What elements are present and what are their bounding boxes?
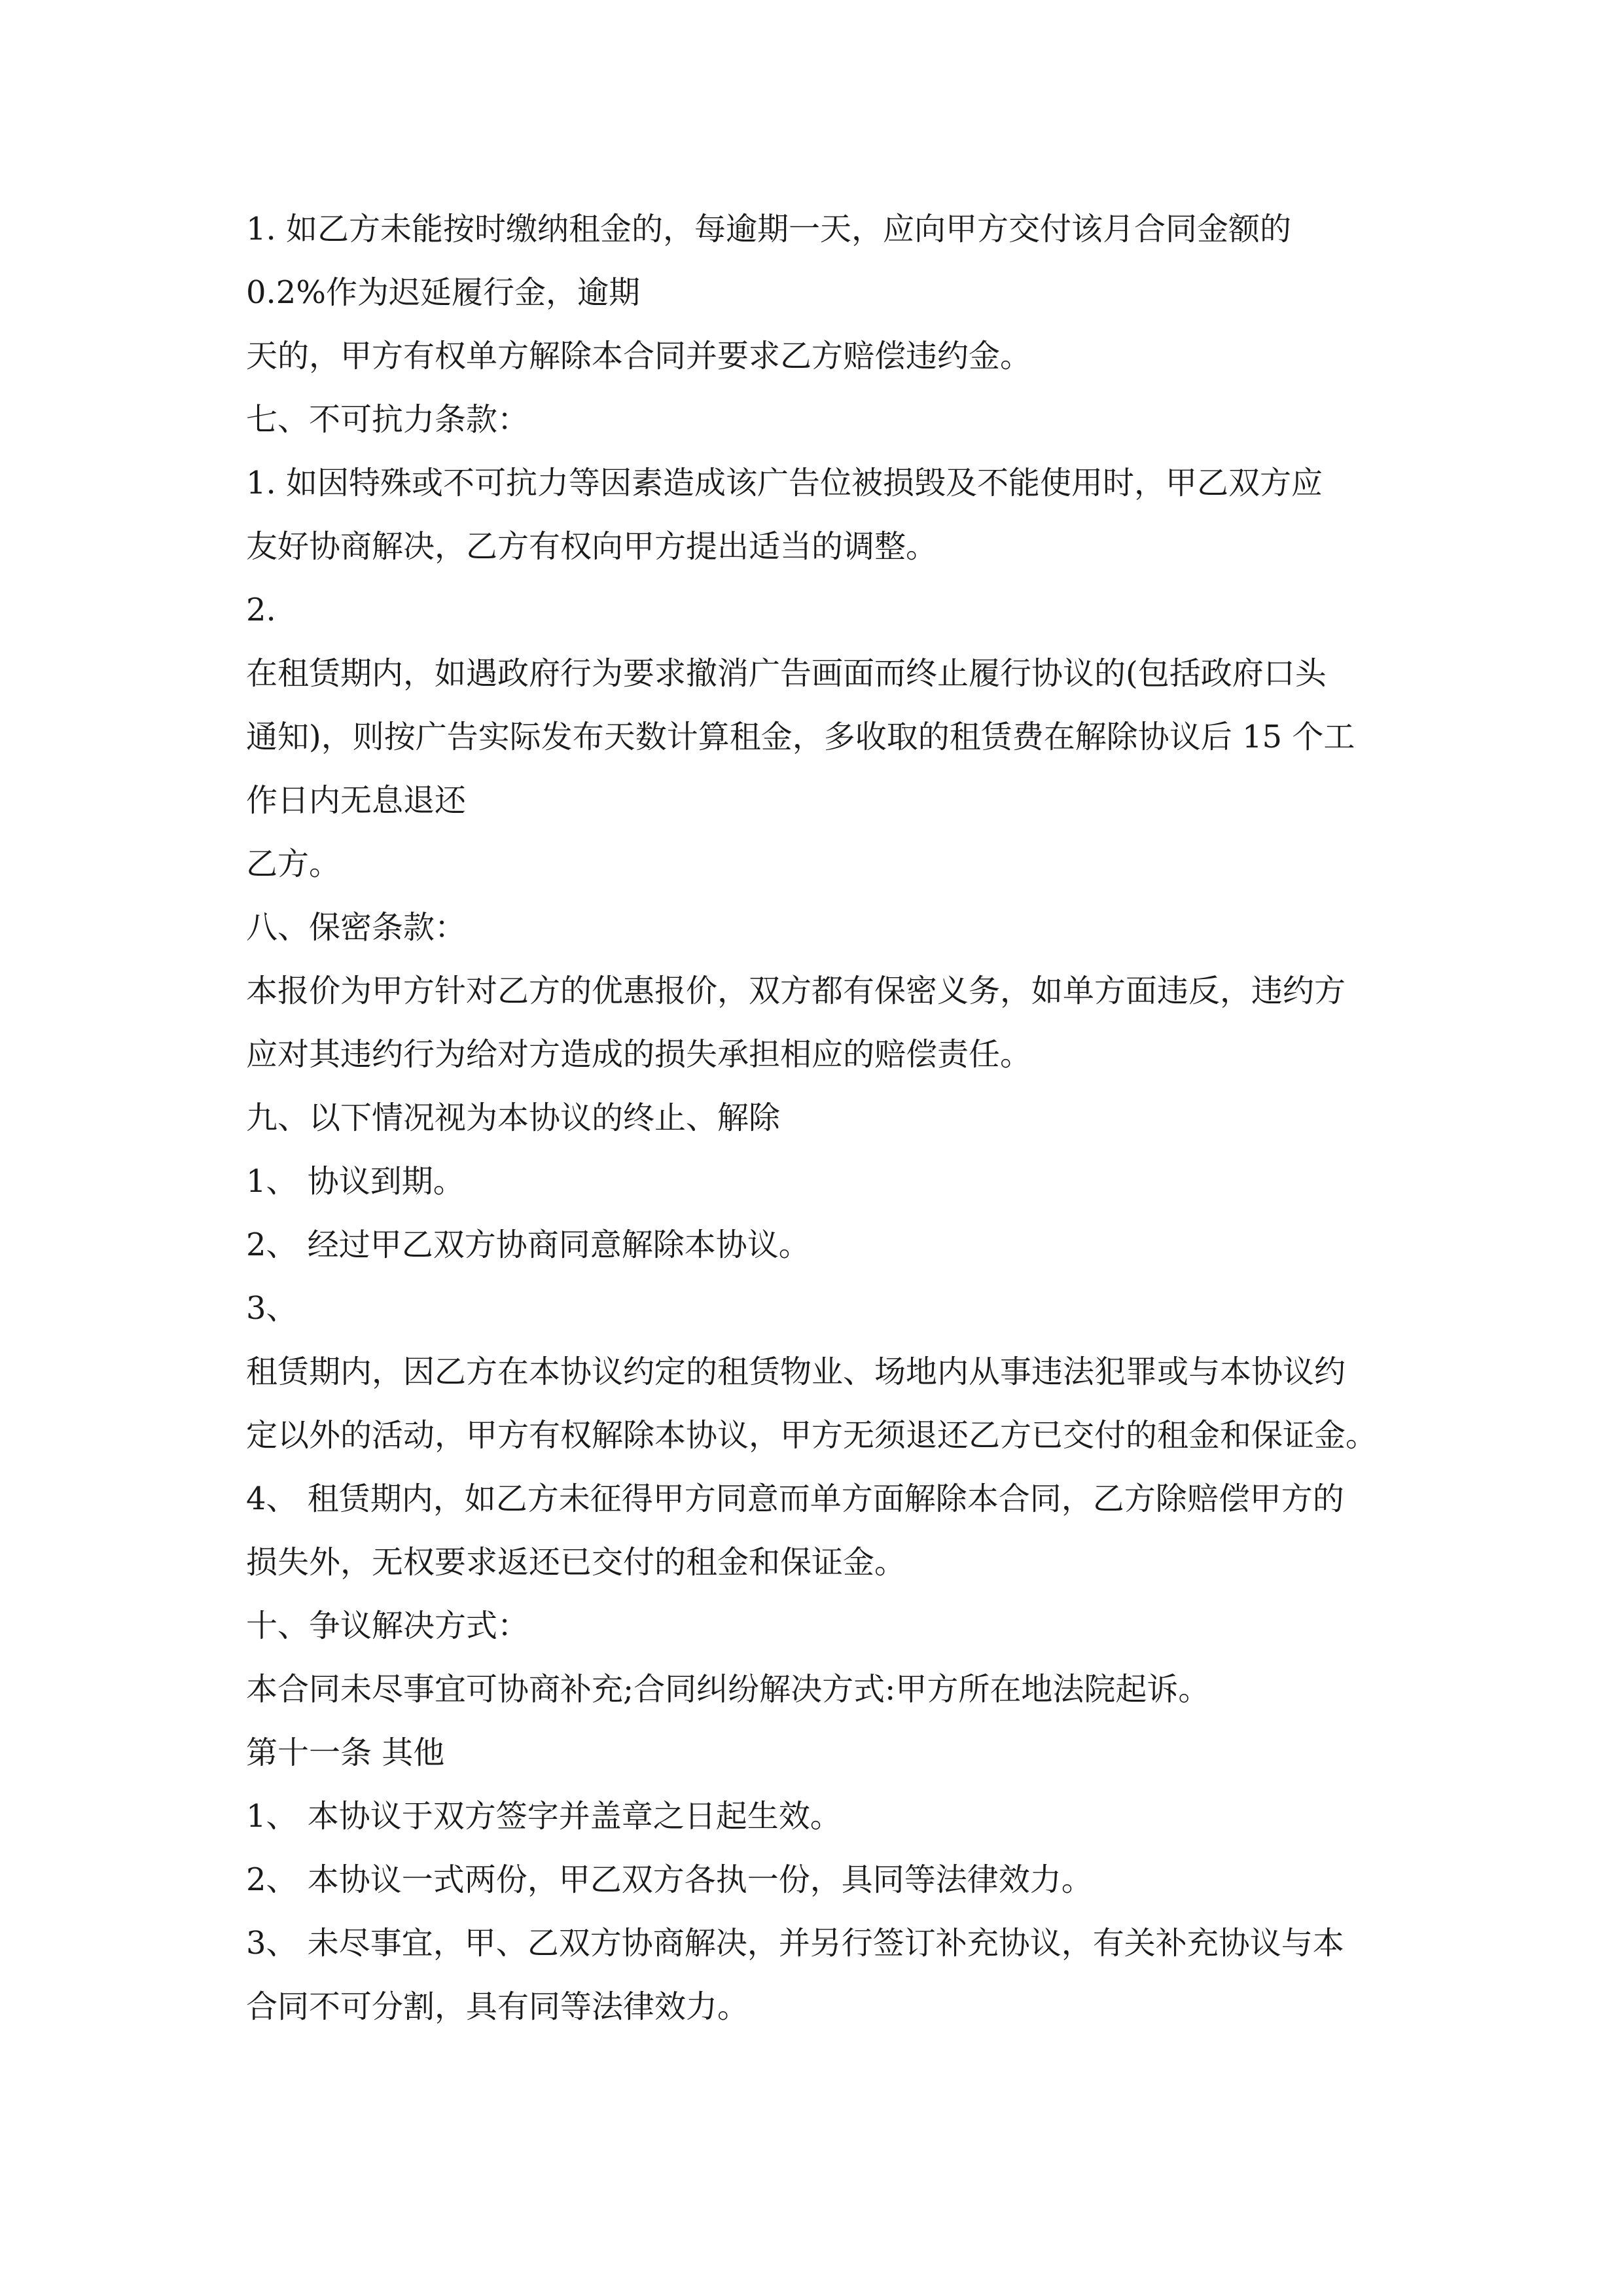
clause-7-2-line-1: 在租赁期内，如遇政府行为要求撤消广告画面而终止履行协议的(包括政府口头 [246, 655, 1327, 692]
clause-7-2-line-3: 作日内无息退还 [246, 782, 467, 819]
section-8-line-1: 本报价为甲方针对乙方的优惠报价，双方都有保密义务，如单方面违反，违约方 [246, 973, 1346, 1009]
clause-11-3-line-1: 3、 未尽事宜，甲、乙双方协商解决，并另行签订补充协议，有关补充协议与本 [246, 1925, 1344, 1962]
clause-7-2-line-4: 乙方。 [246, 846, 341, 882]
clause-6-1-line-3: 天的，甲方有权单方解除本合同并要求乙方赔偿违约金。 [246, 338, 1032, 374]
clause-7-1-line-2: 友好协商解决，乙方有权向甲方提出适当的调整。 [246, 528, 938, 565]
section-10-line-1: 本合同未尽事宜可协商补充;合同纠纷解决方式:甲方所在地法院起诉。 [246, 1671, 1210, 1708]
section-10-heading: 十、争议解决方式： [246, 1607, 529, 1644]
clause-9-3-number: 3、 [246, 1290, 298, 1327]
clause-11-3-line-2: 合同不可分割，具有同等法律效力。 [246, 1988, 749, 2025]
clause-9-3-line-2: 定以外的活动，甲方有权解除本协议，甲方无须退还乙方已交付的租金和保证金。 [246, 1417, 1378, 1454]
section-8-line-2: 应对其违约行为给对方造成的损失承担相应的赔偿责任。 [246, 1036, 1032, 1073]
clause-11-2: 2、 本协议一式两份，甲乙双方各执一份，具同等法律效力。 [246, 1861, 1093, 1898]
clause-11-1: 1、 本协议于双方签字并盖章之日起生效。 [246, 1798, 842, 1835]
section-7-heading: 七、不可抗力条款： [246, 401, 529, 438]
clause-9-4-line-1: 4、 租赁期内，如乙方未征得甲方同意而单方面解除本合同，乙方除赔偿甲方的 [246, 1480, 1344, 1517]
clause-9-4-line-2: 损失外，无权要求返还已交付的租金和保证金。 [246, 1544, 906, 1581]
section-9-heading: 九、以下情况视为本协议的终止、解除 [246, 1100, 781, 1136]
clause-9-2: 2、 经过甲乙双方协商同意解除本协议。 [246, 1227, 810, 1263]
clause-7-1-line-1: 1. 如因特殊或不可抗力等因素造成该广告位被损毁及不能使用时，甲乙双方应 [246, 465, 1323, 501]
clause-7-2-number: 2. [246, 592, 276, 628]
section-8-heading: 八、保密条款： [246, 909, 467, 946]
clause-9-3-line-1: 租赁期内，因乙方在本协议约定的租赁物业、场地内从事违法犯罪或与本协议约 [246, 1354, 1346, 1390]
article-11-heading: 第十一条 其他 [246, 1734, 445, 1771]
clause-9-1: 1、 协议到期。 [246, 1163, 465, 1200]
clause-6-1-line-1: 1. 如乙方未能按时缴纳租金的，每逾期一天，应向甲方交付该月合同金额的 [246, 211, 1292, 247]
clause-7-2-line-2: 通知)，则按广告实际发布天数计算租金，多收取的租赁费在解除协议后 15 个工 [246, 719, 1355, 755]
clause-6-1-line-2: 0.2%作为迟延履行金，逾期 [246, 274, 640, 311]
